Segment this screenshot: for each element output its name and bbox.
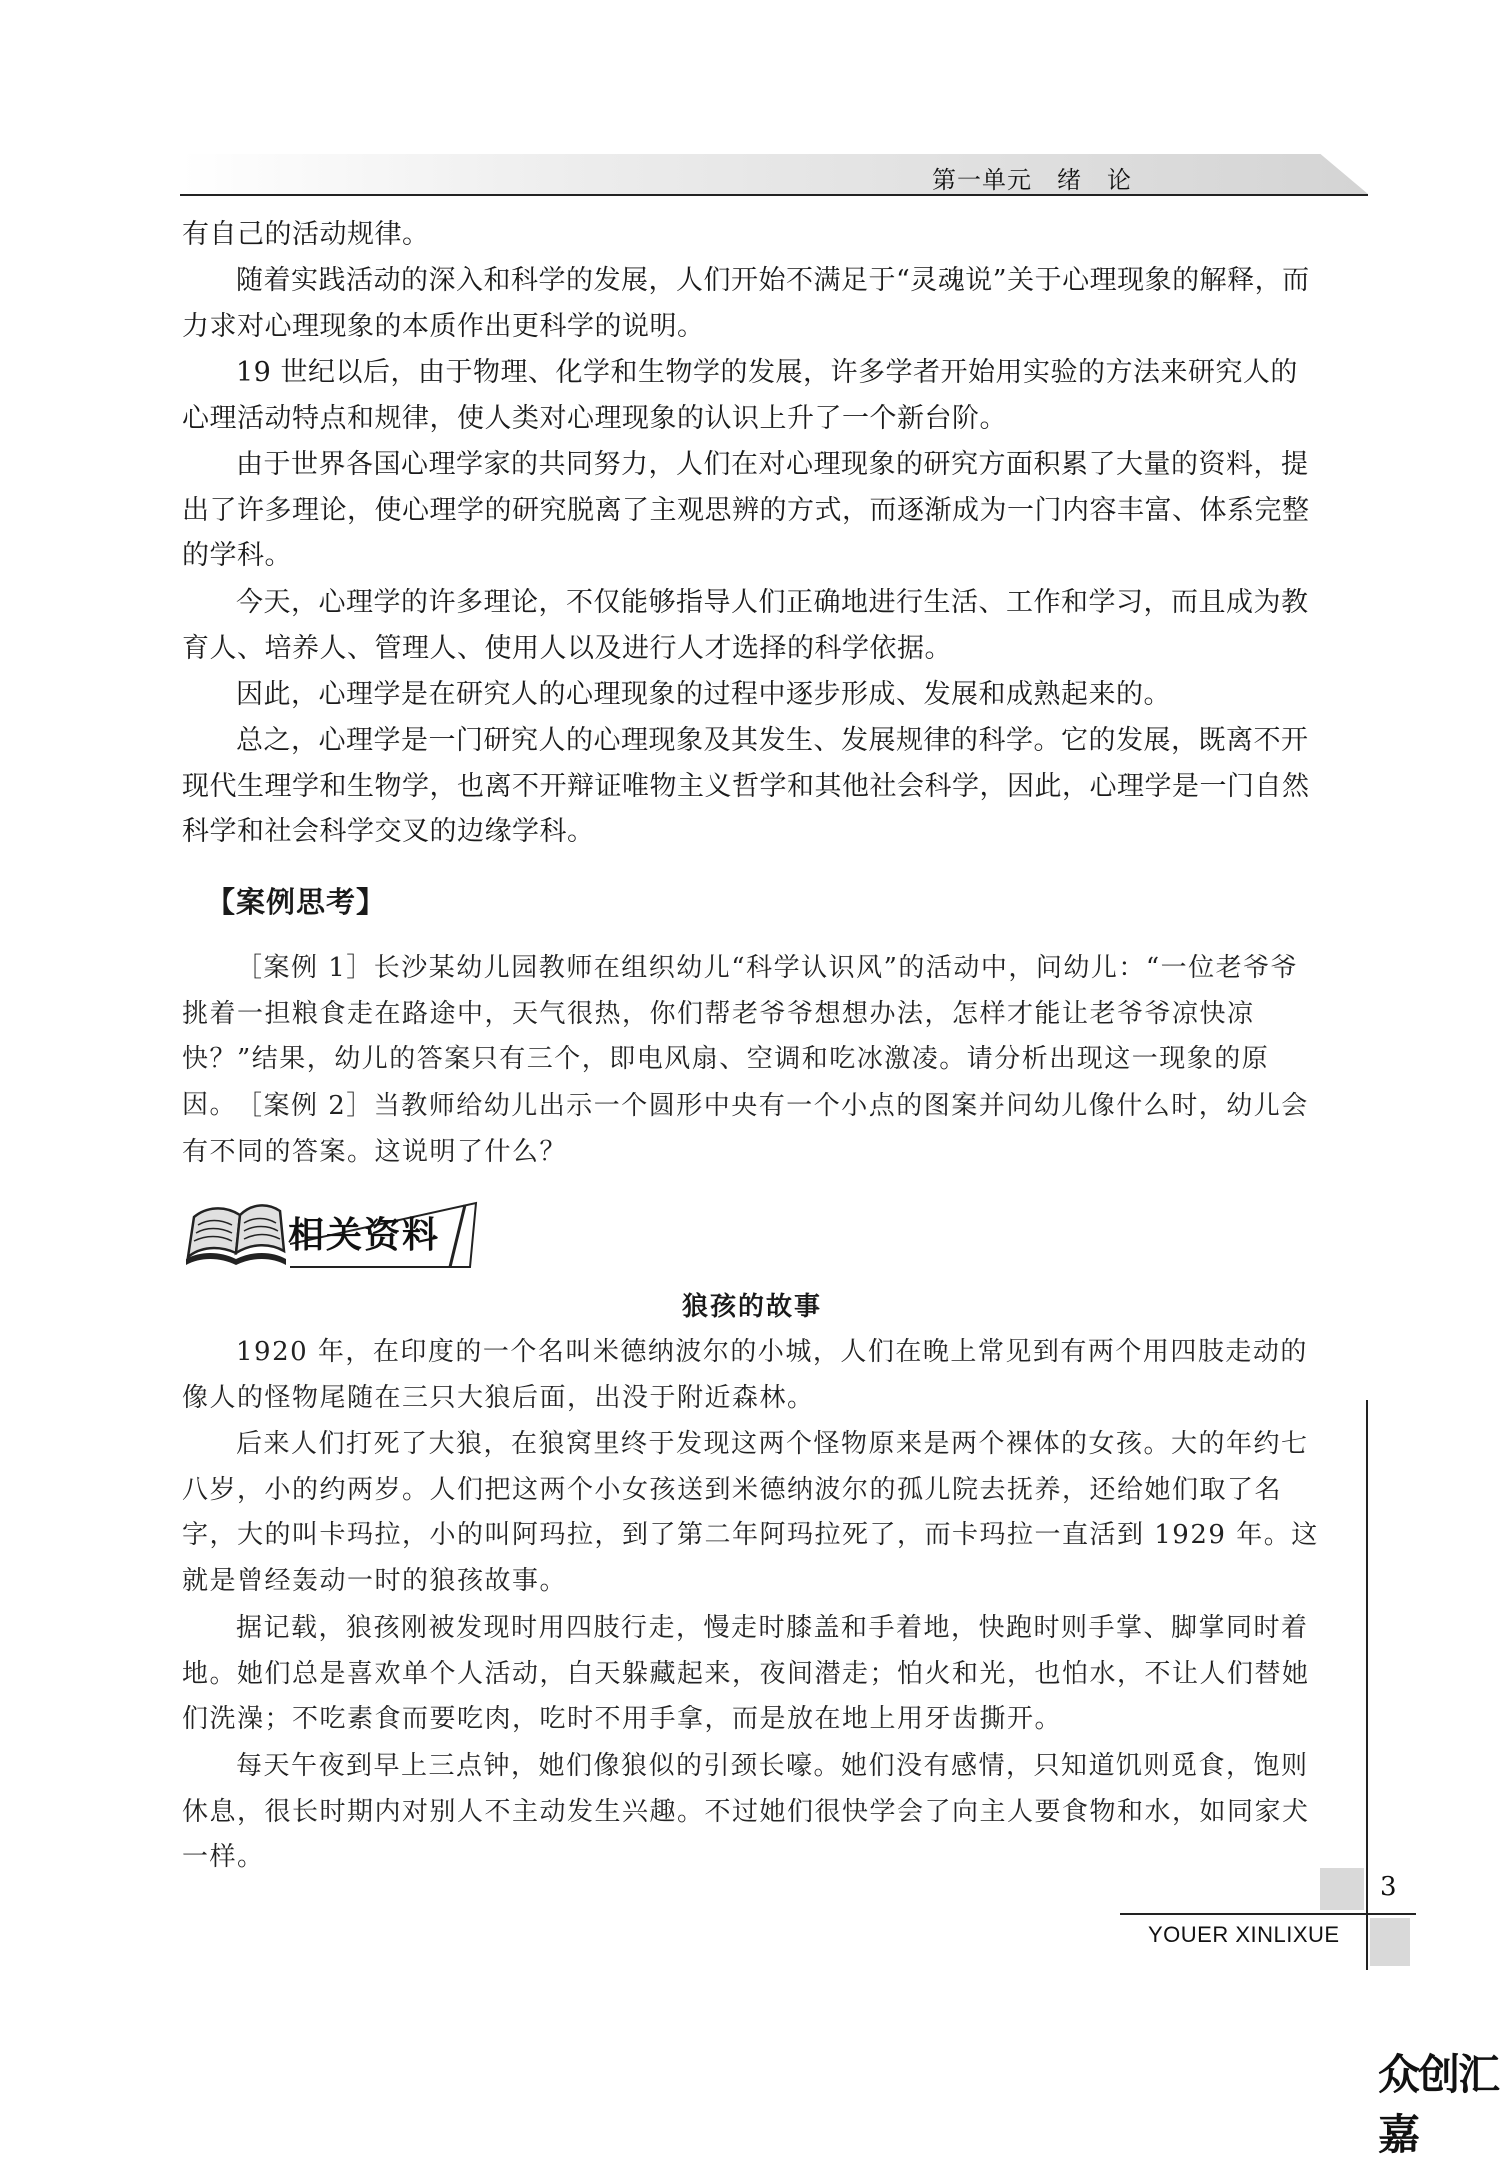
book-title: YOUER XINLIXUE	[1148, 1922, 1340, 1947]
footer-box	[1370, 1918, 1410, 1966]
watermark: 众创汇嘉	[1378, 2050, 1499, 2159]
paragraph-3: 19 世纪以后，由于物理、化学和生物学的发展，许多学者开始用实验的方法来研究人的心理活动特点和规律，使人类对心理现象的认识上升了一个新台阶。	[182, 357, 1298, 434]
story-title: 狼孩的故事	[681, 1292, 822, 1322]
case-heading: 【案例思考】	[206, 885, 387, 919]
header-band	[180, 154, 1368, 194]
header-rule	[180, 194, 1368, 196]
case-2: ［案例 2］当教师给幼儿出示一个圆形中央有一个小点的图案并问幼儿像什么时，幼儿会有不同的答案。这说明了什么？	[182, 1091, 1309, 1167]
paragraph-5: 今天，心理学的许多理论，不仅能够指导人们正确地进行生活、工作和学习，而且成为教育人、培养人、管理人、使用人以及进行人才选择的科学依据。	[182, 587, 1309, 664]
story-paragraph-3: 据记载，狼孩刚被发现时用四肢行走，慢走时膝盖和手着地，快跑时则手掌、脚掌同时着地。她们总是喜欢单个人活动，白天躲藏起来，夜间潜走；怕火和光，也怕水，不让人们替她们洗澡；不吃素食而要吃肉，吃时不用手拿，而是放在地上用牙齿撕开。	[182, 1613, 1310, 1734]
story-paragraph-4: 每天午夜到早上三点钟，她们像狼似的引颈长嚎。她们没有感情，只知道饥则觅食，饱则休息，很长时期内对别人不主动发生兴趣。不过她们很快学会了向主人要食物和水，如同家犬一样。	[182, 1751, 1310, 1872]
related-badge-label: 相关资料	[288, 1215, 441, 1256]
side-rule	[1366, 1400, 1368, 1970]
paragraph-4: 由于世界各国心理学家的共同努力，人们在对心理现象的研究方面积累了大量的资料，提出了许多理论，使心理学的研究脱离了主观思辨的方式，而逐渐成为一门内容丰富、体系完整的学科。	[182, 449, 1310, 571]
story-paragraph-1: 1920 年，在印度的一个名叫米德纳波尔的小城，人们在晚上常见到有两个用四肢走动的像人的怪物尾随在三只大狼后面，出没于附近森林。	[182, 1337, 1308, 1413]
page-number: 3	[1380, 1872, 1397, 1902]
paragraph-1: 有自己的活动规律。	[182, 219, 430, 250]
related-badge	[180, 1195, 480, 1275]
paragraph-2: 随着实践活动的深入和科学的发展，人们开始不满足于“灵魂说”关于心理现象的解释，而力求对心理现象的本质作出更科学的说明。	[182, 265, 1310, 342]
paragraph-7: 总之，心理学是一门研究人的心理现象及其发生、发展规律的科学。它的发展，既离不开现代生理学和生物学，也离不开辩证唯物主义哲学和其他社会科学，因此，心理学是一门自然科学和社会科学交叉的边缘学科。	[182, 725, 1310, 847]
paragraph-6: 因此，心理学是在研究人的心理现象的过程中逐步形成、发展和成熟起来的。	[236, 679, 1171, 710]
footer-rule	[1120, 1913, 1416, 1915]
story-paragraph-2: 后来人们打死了大狼，在狼窝里终于发现这两个怪物原来是两个裸体的女孩。大的年约七八岁，小的约两岁。人们把这两个小女孩送到米德纳波尔的孤儿院去抚养，还给她们取了名字，大的叫卡玛拉，小的叫阿玛拉，到了第二年阿玛拉死了，而卡玛拉一直活到 1929 年。这就是曾经轰动一时的狼孩故事。	[182, 1429, 1319, 1596]
running-head: 第一单元 绪 论	[932, 166, 1132, 194]
case-1: ［案例 1］长沙某幼儿园教师在组织幼儿“科学认识风”的活动中，问幼儿：“一位老爷爷挑着一担粮食走在路途中，天气很热，你们帮老爷爷想想办法，怎样才能让老爷爷凉快凉快？”结果，幼儿的答案只有三个，即电风扇、空调和吃冰激凌。请分析出现这一现象的原因。	[182, 953, 1299, 1120]
footer-box	[1320, 1868, 1364, 1910]
